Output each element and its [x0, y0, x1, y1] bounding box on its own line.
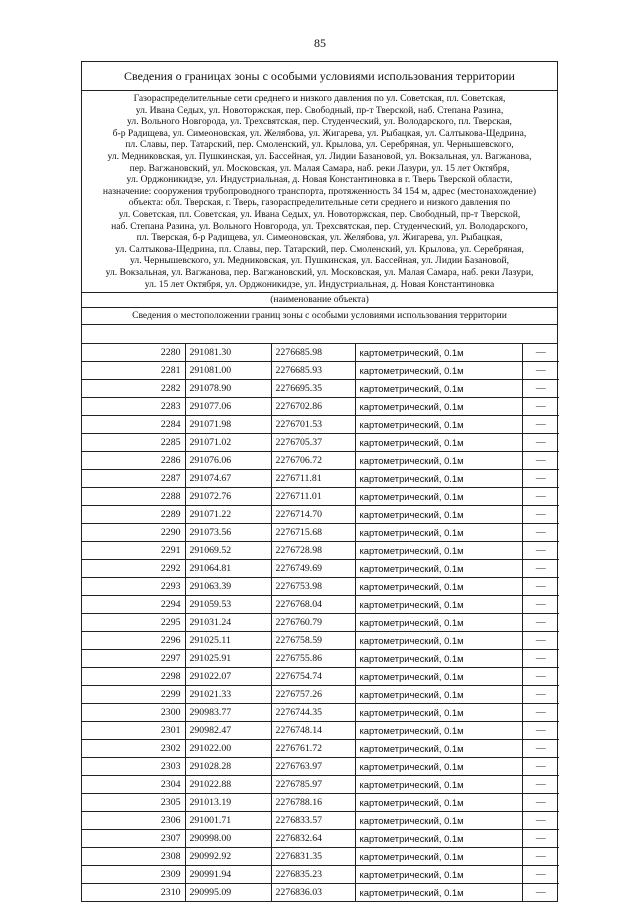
determination-method: картометрический, 0.1м: [355, 614, 522, 632]
determination-method: картометрический, 0.1м: [355, 632, 522, 650]
point-number: 2293: [82, 578, 185, 596]
y-coordinate: 2276753.98: [271, 578, 355, 596]
x-coordinate: 290998.00: [185, 830, 271, 848]
empty-cell: —: [522, 452, 559, 470]
table-row: [82, 884, 559, 902]
determination-method: картометрический, 0.1м: [355, 434, 522, 452]
empty-cell: —: [522, 596, 559, 614]
determination-method: картометрический, 0.1м: [355, 416, 522, 434]
empty-cell: —: [522, 344, 559, 362]
determination-method: картометрический, 0.1м: [355, 704, 522, 722]
zone-boundary-sheet: [81, 61, 558, 902]
description-line: назначение: сооружения трубопроводного транспорта, протяженность 34 154 м, адрес (местонахождение): [102, 185, 537, 197]
determination-method: картометрический, 0.1м: [355, 668, 522, 686]
x-coordinate: 290982.47: [185, 722, 271, 740]
empty-cell: —: [522, 650, 559, 668]
point-number: 2280: [82, 344, 185, 362]
x-coordinate: 291076.06: [185, 452, 271, 470]
table-row: [82, 506, 559, 524]
y-coordinate: 2276705.37: [271, 434, 355, 452]
determination-method: картометрический, 0.1м: [355, 596, 522, 614]
coordinates-table: [82, 344, 559, 901]
x-coordinate: 291081.30: [185, 344, 271, 362]
description-line: ул. Орджоникидзе, ул. Индустриальная, д. Новая Константиновка в г. Тверь Тверской области,: [126, 174, 513, 186]
point-number: 2298: [82, 668, 185, 686]
description-line: ул. Вокзальная, ул. Вагжанова, пер. Вагжановский, ул. Московская, ул. Малая Самара, наб. реки Лазури,: [105, 266, 534, 278]
table-row: [82, 488, 559, 506]
determination-method: картометрический, 0.1м: [355, 488, 522, 506]
point-number: 2294: [82, 596, 185, 614]
determination-method: картометрический, 0.1м: [355, 578, 522, 596]
table-row: [82, 524, 559, 542]
determination-method: картометрический, 0.1м: [355, 524, 522, 542]
table-row: [82, 578, 559, 596]
point-number: 2283: [82, 398, 185, 416]
x-coordinate: 291063.39: [185, 578, 271, 596]
empty-cell: —: [522, 362, 559, 380]
x-coordinate: 290983.77: [185, 704, 271, 722]
x-coordinate: 291028.28: [185, 758, 271, 776]
x-coordinate: 291081.00: [185, 362, 271, 380]
empty-cell: —: [522, 812, 559, 830]
table-row: [82, 848, 559, 866]
empty-cell: —: [522, 380, 559, 398]
table-row: [82, 344, 559, 362]
point-number: 2284: [82, 416, 185, 434]
determination-method: картометрический, 0.1м: [355, 452, 522, 470]
table-row: [82, 758, 559, 776]
point-number: 2300: [82, 704, 185, 722]
determination-method: картометрический, 0.1м: [355, 722, 522, 740]
determination-method: картометрический, 0.1м: [355, 470, 522, 488]
point-number: 2302: [82, 740, 185, 758]
x-coordinate: 291078.90: [185, 380, 271, 398]
x-coordinate: 291059.53: [185, 596, 271, 614]
empty-cell: —: [522, 722, 559, 740]
y-coordinate: 2276749.69: [271, 560, 355, 578]
x-coordinate: 291022.88: [185, 776, 271, 794]
empty-cell: —: [522, 632, 559, 650]
y-coordinate: 2276714.70: [271, 506, 355, 524]
description-line: б-р Радищева, ул. Симеоновская, ул. Желябова, ул. Жигарева, ул. Рыбацкая, ул. Салтыкова-Щедрина,: [112, 127, 527, 139]
description-line: Газораспределительные сети среднего и низкого давления по ул. Советская, пл. Советская,: [133, 93, 506, 104]
y-coordinate: 2276715.68: [271, 524, 355, 542]
description-line: ул. Советская, пл. Советская, ул. Ивана Седых, ул. Новоторжская, пер. Свободный, пр-т Тверской,: [118, 208, 521, 220]
x-coordinate: 291074.67: [185, 470, 271, 488]
empty-cell: —: [522, 830, 559, 848]
table-row: [82, 830, 559, 848]
y-coordinate: 2276785.97: [271, 776, 355, 794]
determination-method: картометрический, 0.1м: [355, 380, 522, 398]
point-number: 2305: [82, 794, 185, 812]
table-row: [82, 722, 559, 740]
empty-cell: —: [522, 470, 559, 488]
description-line: наб. Степана Разина, ул. Вольного Новгорода, ул. Трехсвятская, пер. Студенческий, ул. Володарского,: [111, 220, 528, 232]
y-coordinate: 2276788.16: [271, 794, 355, 812]
point-number: 2291: [82, 542, 185, 560]
y-coordinate: 2276711.01: [271, 488, 355, 506]
empty-cell: —: [522, 416, 559, 434]
table-row: [82, 650, 559, 668]
description-line: пл. Тверская, б-р Радищева, ул. Симеоновская, ул. Желябова, ул. Жигарева, ул. Рыбацкая,: [136, 232, 503, 244]
table-row: [82, 794, 559, 812]
table-row: [82, 542, 559, 560]
x-coordinate: 291071.98: [185, 416, 271, 434]
y-coordinate: 2276711.81: [271, 470, 355, 488]
empty-cell: —: [522, 794, 559, 812]
empty-cell: —: [522, 560, 559, 578]
determination-method: картометрический, 0.1м: [355, 686, 522, 704]
empty-cell: —: [522, 488, 559, 506]
y-coordinate: 2276685.98: [271, 344, 355, 362]
table-row: [82, 452, 559, 470]
empty-cell: —: [522, 578, 559, 596]
empty-cell: —: [522, 866, 559, 884]
determination-method: картометрический, 0.1м: [355, 650, 522, 668]
point-number: 2288: [82, 488, 185, 506]
table-row: [82, 398, 559, 416]
x-coordinate: 291001.71: [185, 812, 271, 830]
determination-method: картометрический, 0.1м: [355, 560, 522, 578]
description-line: ул. Медниковская, ул. Пушкинская, ул. Бассейная, ул. Лидии Базановой, ул. Вокзальная, ул. Вагжанова,: [107, 150, 532, 162]
section-title: Сведения о границах зоны с особыми условиями использования территории: [82, 62, 557, 91]
point-number: 2310: [82, 884, 185, 902]
x-coordinate: 291013.19: [185, 794, 271, 812]
y-coordinate: 2276695.35: [271, 380, 355, 398]
x-coordinate: 290995.09: [185, 884, 271, 902]
location-heading: Сведения о местоположении границ зоны с особыми условиями использования территории: [82, 308, 557, 325]
empty-cell: —: [522, 524, 559, 542]
table-row: [82, 686, 559, 704]
x-coordinate: 291022.07: [185, 668, 271, 686]
x-coordinate: 291025.11: [185, 632, 271, 650]
point-number: 2297: [82, 650, 185, 668]
table-row: [82, 740, 559, 758]
x-coordinate: 291071.22: [185, 506, 271, 524]
determination-method: картометрический, 0.1м: [355, 848, 522, 866]
description-line: объекта: обл. Тверская, г. Тверь, газораспределительные сети среднего и низкого давления по: [128, 197, 511, 209]
empty-cell: —: [522, 686, 559, 704]
point-number: 2303: [82, 758, 185, 776]
table-row: [82, 632, 559, 650]
object-description: [82, 91, 557, 293]
determination-method: картометрический, 0.1м: [355, 506, 522, 524]
y-coordinate: 2276760.79: [271, 614, 355, 632]
x-coordinate: 290991.94: [185, 866, 271, 884]
table-row: [82, 812, 559, 830]
x-coordinate: 291031.24: [185, 614, 271, 632]
point-number: 2309: [82, 866, 185, 884]
x-coordinate: 291071.02: [185, 434, 271, 452]
point-number: 2299: [82, 686, 185, 704]
empty-cell: —: [522, 848, 559, 866]
point-number: 2281: [82, 362, 185, 380]
determination-method: картометрический, 0.1м: [355, 542, 522, 560]
y-coordinate: 2276768.04: [271, 596, 355, 614]
y-coordinate: 2276757.26: [271, 686, 355, 704]
point-number: 2301: [82, 722, 185, 740]
spacer-row: [82, 325, 557, 344]
empty-cell: —: [522, 776, 559, 794]
x-coordinate: 291069.52: [185, 542, 271, 560]
determination-method: картометрический, 0.1м: [355, 776, 522, 794]
determination-method: картометрический, 0.1м: [355, 362, 522, 380]
y-coordinate: 2276748.14: [271, 722, 355, 740]
empty-cell: —: [522, 668, 559, 686]
point-number: 2295: [82, 614, 185, 632]
table-row: [82, 704, 559, 722]
table-row: [82, 380, 559, 398]
description-line: ул. Вольного Новгорода, ул. Трехсвятская, пер. Студенческий, ул. Володарского, пл. Тверская,: [127, 116, 512, 128]
point-number: 2308: [82, 848, 185, 866]
x-coordinate: 291073.56: [185, 524, 271, 542]
empty-cell: —: [522, 704, 559, 722]
x-coordinate: 291077.06: [185, 398, 271, 416]
determination-method: картометрический, 0.1м: [355, 812, 522, 830]
y-coordinate: 2276685.93: [271, 362, 355, 380]
determination-method: картометрический, 0.1м: [355, 398, 522, 416]
determination-method: картометрический, 0.1м: [355, 794, 522, 812]
table-row: [82, 470, 559, 488]
determination-method: картометрический, 0.1м: [355, 344, 522, 362]
empty-cell: —: [522, 434, 559, 452]
y-coordinate: 2276728.98: [271, 542, 355, 560]
x-coordinate: 291025.91: [185, 650, 271, 668]
point-number: 2289: [82, 506, 185, 524]
y-coordinate: 2276758.59: [271, 632, 355, 650]
table-row: [82, 416, 559, 434]
x-coordinate: 291072.76: [185, 488, 271, 506]
determination-method: картометрический, 0.1м: [355, 884, 522, 902]
point-number: 2285: [82, 434, 185, 452]
empty-cell: —: [522, 398, 559, 416]
page-number: 85: [314, 36, 326, 50]
y-coordinate: 2276706.72: [271, 452, 355, 470]
y-coordinate: 2276835.23: [271, 866, 355, 884]
point-number: 2286: [82, 452, 185, 470]
determination-method: картометрический, 0.1м: [355, 758, 522, 776]
table-row: [82, 614, 559, 632]
table-row: [82, 434, 559, 452]
y-coordinate: 2276832.64: [271, 830, 355, 848]
description-line: ул. 15 лет Октября, ул. Орджоникидзе, ул. Индустриальная, д. Новая Константиновка: [144, 278, 495, 290]
table-row: [82, 668, 559, 686]
description-line: пер. Вагжановский, ул. Московская, ул. Малая Самара, наб. реки Лазури, ул. 15 лет Октября,: [129, 162, 510, 174]
point-number: 2282: [82, 380, 185, 398]
table-row: [82, 776, 559, 794]
table-row: [82, 596, 559, 614]
empty-cell: —: [522, 740, 559, 758]
description-line: ул. Ивана Седых, ул. Новоторжская, пер. Свободный, пр-т Тверской, наб. Степана Разина,: [135, 104, 504, 116]
description-line: пл. Славы, пер. Татарский, пер. Смоленский, ул. Крылова, ул. Серебряная, ул. Чернышевского,: [125, 139, 514, 151]
empty-cell: —: [522, 614, 559, 632]
point-number: 2296: [82, 632, 185, 650]
x-coordinate: 291021.33: [185, 686, 271, 704]
point-number: 2292: [82, 560, 185, 578]
empty-cell: —: [522, 758, 559, 776]
y-coordinate: 2276833.57: [271, 812, 355, 830]
empty-cell: —: [522, 506, 559, 524]
point-number: 2304: [82, 776, 185, 794]
point-number: 2307: [82, 830, 185, 848]
empty-cell: —: [522, 884, 559, 902]
table-row: [82, 362, 559, 380]
point-number: 2290: [82, 524, 185, 542]
point-number: 2306: [82, 812, 185, 830]
object-name-label: (наименование объекта): [82, 293, 557, 308]
y-coordinate: 2276831.35: [271, 848, 355, 866]
determination-method: картометрический, 0.1м: [355, 866, 522, 884]
y-coordinate: 2276755.86: [271, 650, 355, 668]
point-number: 2287: [82, 470, 185, 488]
table-row: [82, 866, 559, 884]
x-coordinate: 291064.81: [185, 560, 271, 578]
description-line: ул. Салтыкова-Щедрина, пл. Славы, пер. Татарский, пер. Смоленский, ул. Крылова, ул. Серебряная,: [115, 243, 524, 255]
table-row: [82, 560, 559, 578]
empty-cell: —: [522, 542, 559, 560]
x-coordinate: 291022.00: [185, 740, 271, 758]
y-coordinate: 2276701.53: [271, 416, 355, 434]
y-coordinate: 2276744.35: [271, 704, 355, 722]
y-coordinate: 2276761.72: [271, 740, 355, 758]
y-coordinate: 2276763.97: [271, 758, 355, 776]
determination-method: картометрический, 0.1м: [355, 740, 522, 758]
determination-method: картометрический, 0.1м: [355, 830, 522, 848]
y-coordinate: 2276702.86: [271, 398, 355, 416]
x-coordinate: 290992.92: [185, 848, 271, 866]
description-line: ул. Чернышевского, ул. Медниковская, ул. Пушкинская, ул. Бассейная, ул. Лидии Базановой,: [129, 255, 510, 267]
y-coordinate: 2276836.03: [271, 884, 355, 902]
y-coordinate: 2276754.74: [271, 668, 355, 686]
